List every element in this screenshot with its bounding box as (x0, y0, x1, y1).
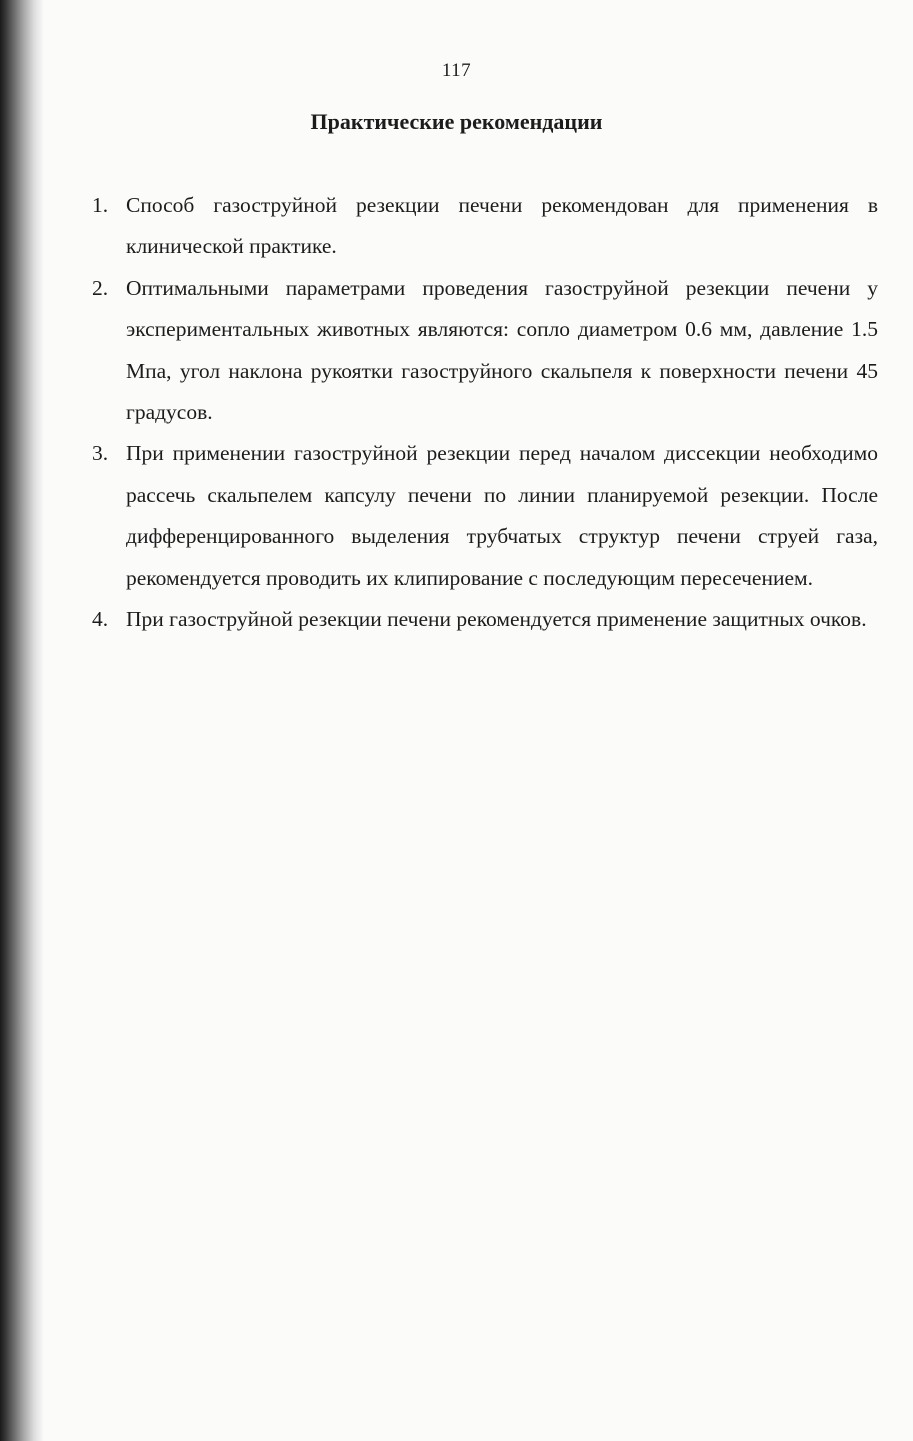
page-number: 117 (441, 60, 472, 81)
recommendations-list (92, 185, 878, 640)
recommendation-text: При применении газоструйной резекции перед началом диссекции необходимо рассечь скальпелем капсулу печени по линии планируемой резекции. После дифференцированного выделения трубчатых структур печени струей газа, рекомендуется проводить их клипирование с последующим пересечением. (126, 441, 878, 590)
binding-shadow (0, 0, 44, 1441)
recommendation-item (92, 185, 878, 268)
recommendation-number: 1. (92, 193, 109, 217)
recommendation-text: При газоструйной резекции печени рекомендуется применение защитных очков. (126, 607, 867, 632)
recommendation-text: Способ газоструйной резекции печени рекомендован для применения в клинической практике. (126, 193, 878, 259)
recommendation-number: 2. (92, 275, 109, 300)
recommendation-text: Оптимальными параметрами проведения газоструйной резекции печени у экспериментальных животных являются: сопло диаметром 0.6 мм, давление 1.5 Мпа, угол наклона рукоятки газоструйного скальпеля к поверхности печени 45 градусов. (126, 275, 878, 425)
recommendation-number: 3. (92, 441, 109, 466)
recommendation-item (92, 599, 878, 640)
recommendation-number: 4. (92, 607, 109, 632)
recommendation-item (92, 268, 878, 434)
section-heading: Практические рекомендации (310, 109, 603, 134)
recommendation-item (92, 433, 878, 599)
